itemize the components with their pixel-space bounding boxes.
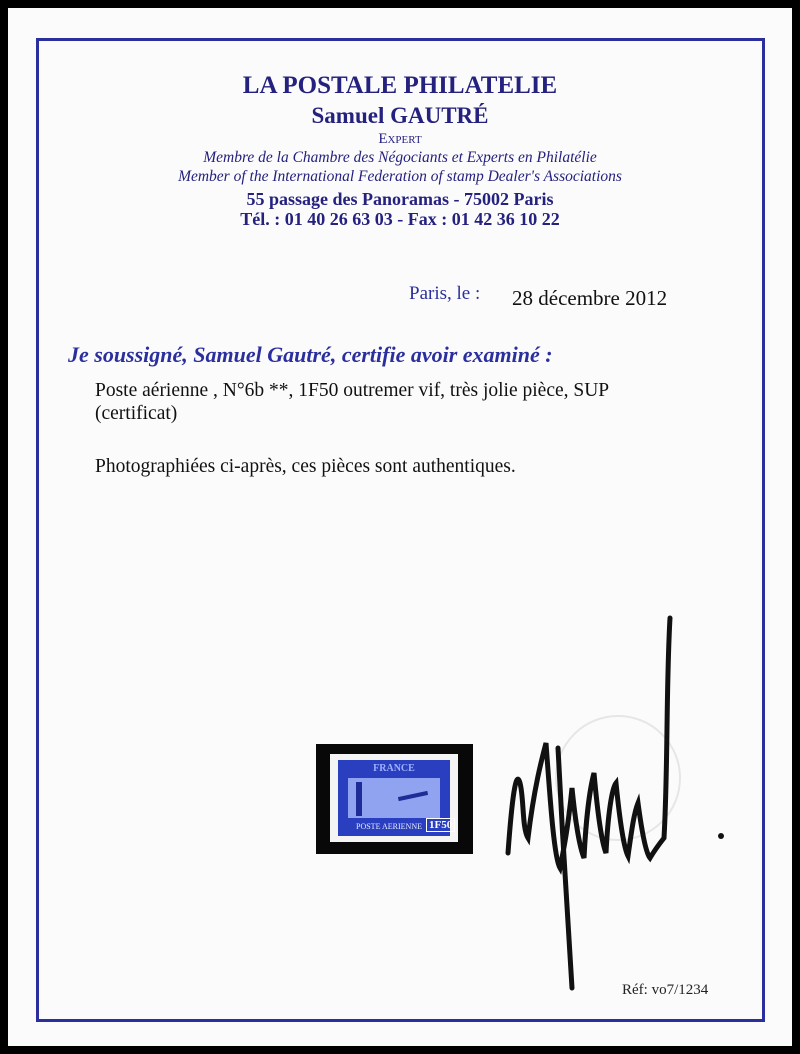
date-place: Paris, le : [409,283,481,304]
company-name: LA POSTALE PHILATELIE [242,72,558,99]
signature [498,598,728,998]
stamp-country: FRANCE [373,763,415,774]
certificate-page [8,8,792,1046]
address: 55 passage des Panoramas - 75002 Paris [246,189,554,209]
date: 28 décembre 2012 [512,286,668,310]
stamp-caption: POSTE AERIENNE [356,822,422,831]
stamp-photo [316,744,473,854]
item-description: Poste aérienne , N°6b **, 1F50 outremer vif, très jolie pièce, SUP [95,380,610,401]
stamp-value: 1F50 [426,818,455,832]
expert-title: Expert [378,131,422,147]
certification-heading: Je soussigné, Samuel Gautré, certifie avoir examiné : [68,342,553,367]
stamp-image [338,760,453,836]
membership-fr: Membre de la Chambre des Négociants et Experts en Philatélie [203,149,597,166]
authenticity-statement: Photographiées ci-après, ces pièces sont authentiques. [95,456,516,477]
expert-name: Samuel GAUTRÉ [311,103,489,128]
phone-fax: Tél. : 01 40 26 63 03 - Fax : 01 42 36 10 22 [240,209,560,229]
reference-number: Réf: vo7/1234 [622,982,709,998]
membership-en: Member of the International Federation of stamp Dealer's Associations [178,168,622,185]
item-description-cont: (certificat) [95,403,178,424]
